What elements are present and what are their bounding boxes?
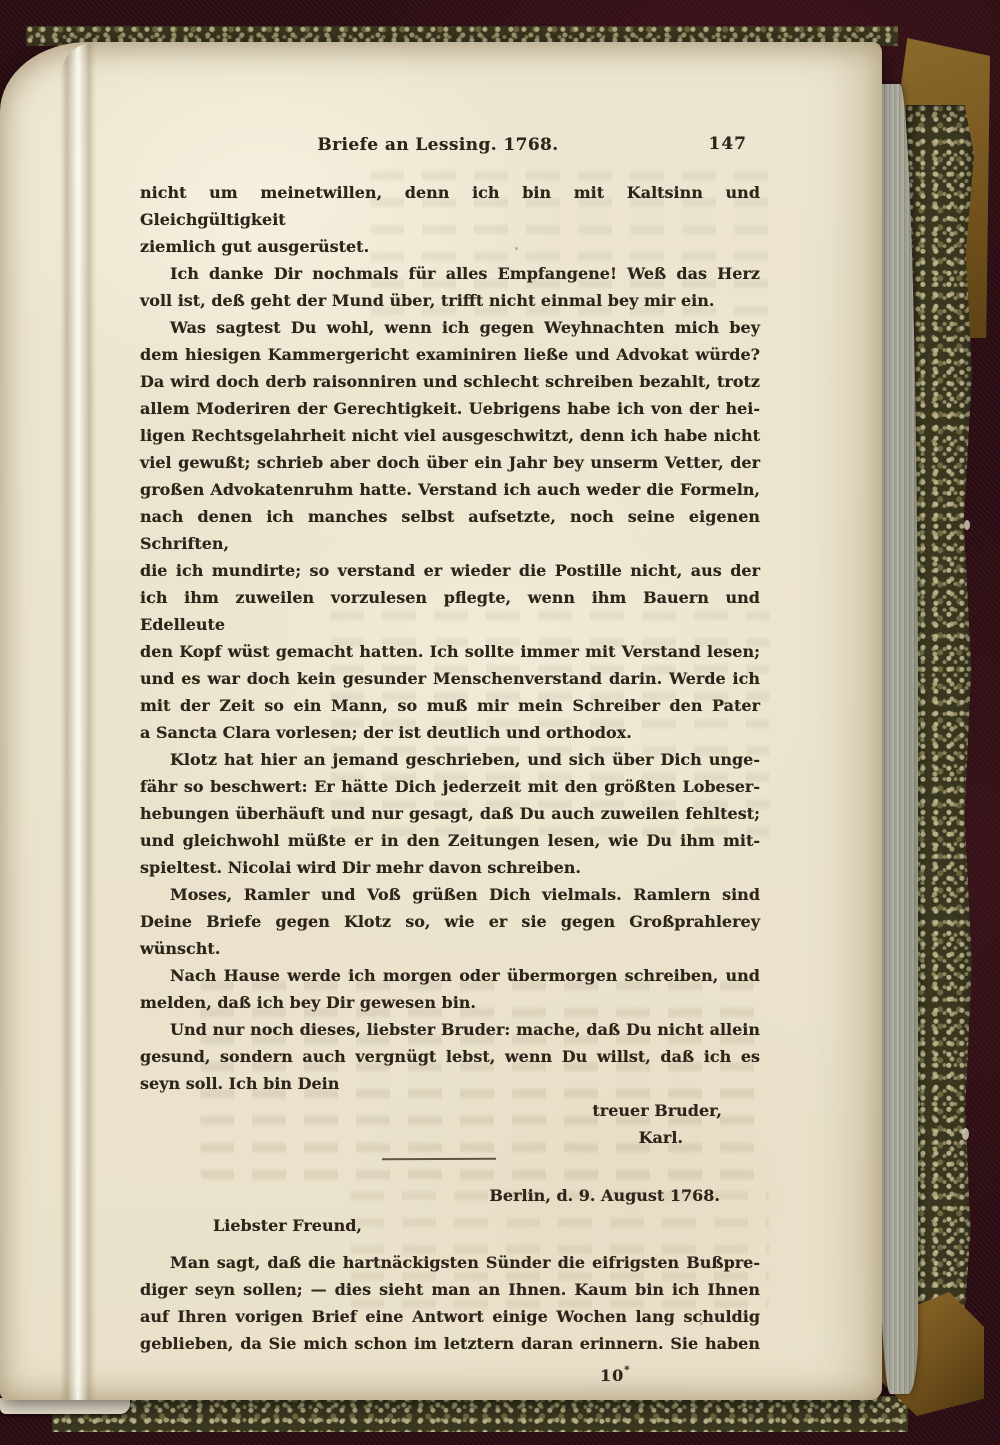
letter2-dateline: Berlin, d. 9. August 1768. xyxy=(489,1186,720,1205)
text-line: nach denen ich manches selbst aufsetzte, noch seine eigenen Schriften, xyxy=(140,507,760,553)
text-line: seyn soll. Ich bin Dein xyxy=(140,1074,340,1093)
text-line: großen Advokatenruhm hatte. Verstand ich auch weder die Formeln, xyxy=(140,480,760,499)
text-line: mit der Zeit so ein Mann, so muß mir mein Schreiber den Pater xyxy=(140,696,760,715)
text-line: Was sagtest Du wohl, wenn ich gegen Weyhnachten mich bey xyxy=(170,318,760,337)
letter2-body xyxy=(140,1249,760,1357)
text-line: a Sancta Clara vorlesen; der ist deutlich und orthodox. xyxy=(140,723,632,742)
text-line: und es war doch kein gesunder Menschenverstand darin. Werde ich xyxy=(140,669,760,688)
text-line: melden, daß ich bey Dir gewesen bin. xyxy=(140,993,476,1012)
cover-chip xyxy=(964,520,970,530)
text-line: und gleichwohl müßte er in den Zeitungen lesen, wie Du ihm mit- xyxy=(140,831,760,850)
page-fold xyxy=(60,42,96,1400)
text-line: dem hiesigen Kammergericht examiniren ließe und Advokat würde? xyxy=(140,345,760,364)
text-line: hebungen überhäuft und nur gesagt, daß Du auch zuweilen fehltest; xyxy=(140,804,760,823)
text-line: nicht um meinetwillen, denn ich bin mit Kaltsinn und Gleichgültigkeit xyxy=(140,183,760,229)
text-line: gesund, sondern auch vergnügt lebst, wenn Du willst, daß ich es xyxy=(140,1047,760,1066)
page-number: 147 xyxy=(708,134,747,154)
text-line: viel gewußt; schrieb aber doch über ein Jahr bey unserm Vetter, der xyxy=(140,453,760,472)
text-line: ich ihm zuweilen vorzulesen pflegte, wenn ihm Bauern und Edelleute xyxy=(140,588,760,634)
text-line: Nach Hause werde ich morgen oder übermorgen schreiben, und xyxy=(170,966,760,985)
text-line: allem Moderiren der Gerechtigkeit. Uebrigens habe ich von der hei- xyxy=(140,399,760,418)
text-line: den Kopf wüst gemacht hatten. Ich sollte immer mit Verstand lesen; xyxy=(140,642,760,661)
letter1-body xyxy=(140,179,760,1097)
text-line: die ich mundirte; so verstand er wieder die Postille nicht, aus der xyxy=(140,561,760,580)
text-line: Und nur noch dieses, liebster Bruder: mache, daß Du nicht allein xyxy=(170,1020,760,1039)
text-line: spieltest. Nicolai wird Dir mehr davon schreiben. xyxy=(140,858,581,877)
cover-chip xyxy=(962,1128,969,1140)
text-line: geblieben, da Sie mich schon im letztern daran erinnern. Sie haben xyxy=(140,1334,760,1353)
text-line: Moses, Ramler und Voß grüßen Dich vielmals. Ramlern sind xyxy=(170,885,760,904)
text-line: Klotz hat hier an jemand geschrieben, und sich über Dich unge- xyxy=(170,750,760,769)
text-line: fähr so beschwert: Er hätte Dich jederzeit mit den größten Lobeser- xyxy=(140,777,760,796)
text-line: Ich danke Dir nochmals für alles Empfangene! Weß das Herz xyxy=(170,264,760,283)
underlying-page-edge xyxy=(0,1398,130,1414)
signature-mark xyxy=(140,1357,760,1389)
text-line: ziemlich gut ausgerüstet. xyxy=(140,237,370,256)
text-line: ligen Rechtsgelahrheit nicht viel ausgeschwitzt, denn ich habe nicht xyxy=(140,426,760,445)
section-divider xyxy=(382,1158,496,1161)
running-head xyxy=(140,131,760,158)
letter2-salutation: Liebster Freund, xyxy=(213,1216,362,1235)
letter1-closing: treuer Bruder, xyxy=(592,1101,722,1120)
text-line: voll ist, deß geht der Mund über, trifft nicht einmal bey mir ein. xyxy=(140,291,715,310)
signature-mark-star: * xyxy=(624,1365,630,1376)
running-title: Briefe an Lessing. 1768. xyxy=(317,135,559,155)
page-text xyxy=(140,131,760,1389)
text-line: Da wird doch derb raisonniren und schlecht schreiben bezahlt, trotz xyxy=(140,372,760,391)
text-line: diger seyn sollen; — dies sieht man an Ihnen. Kaum bin ich Ihnen xyxy=(140,1280,760,1299)
signature-mark-number: 10 xyxy=(600,1366,625,1385)
text-line: Man sagt, daß die hartnäckigsten Sünder die eifrigsten Bußpre- xyxy=(170,1253,760,1272)
book-bottom-marbled-edge xyxy=(52,1396,908,1432)
text-line: Deine Briefe gegen Klotz so, wie er sie gegen Großprahlerey wünscht. xyxy=(140,912,760,958)
book-page xyxy=(0,42,882,1400)
text-line: auf Ihren vorigen Brief eine Antwort einige Wochen lang schuldig xyxy=(140,1307,760,1326)
letter1-signature: Karl. xyxy=(638,1128,683,1147)
